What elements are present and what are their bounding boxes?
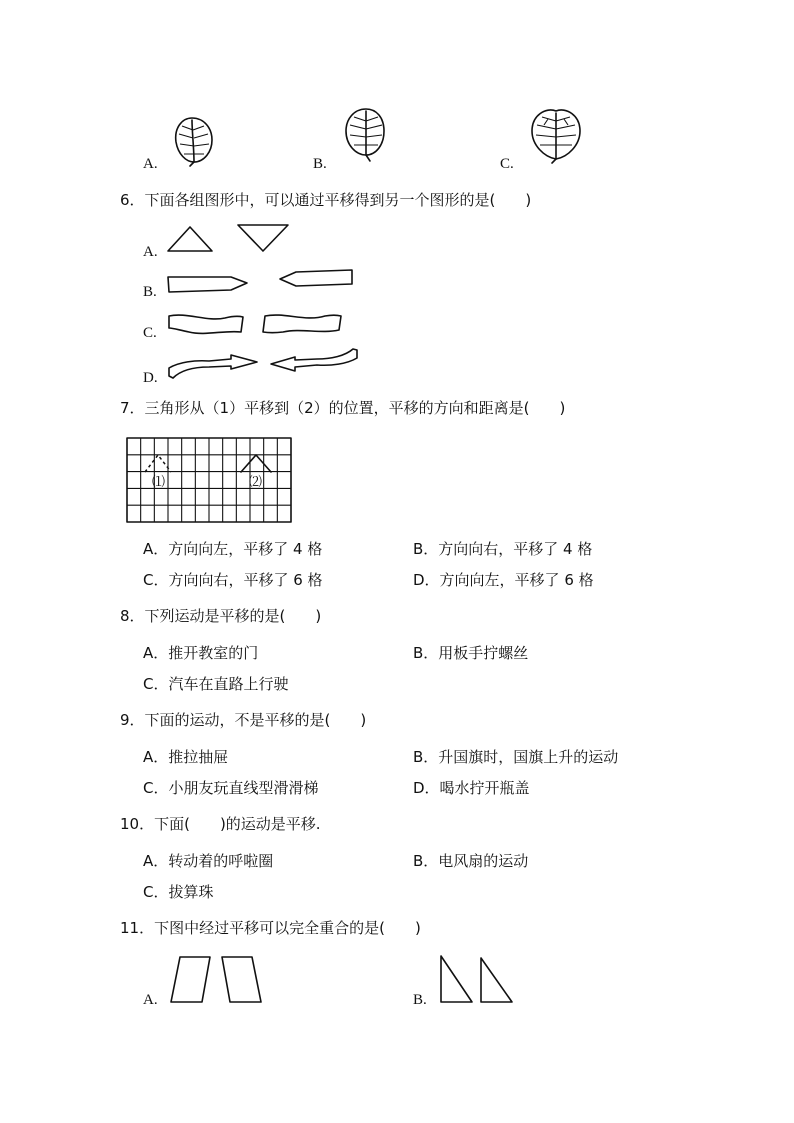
q6-option-d-figure xyxy=(165,346,365,382)
leaf-a-icon xyxy=(170,112,220,168)
q7-option-a: A．方向向左，平移了 4 格 xyxy=(143,540,323,558)
q6-option-a-label: A. xyxy=(143,244,158,260)
q6-option-c-figure xyxy=(165,310,345,338)
q11-option-b-label: B. xyxy=(413,992,427,1008)
q7-option-c: C．方向向右，平移了 6 格 xyxy=(143,571,323,589)
q6-option-b-label: B. xyxy=(143,284,157,300)
q7-option-d: D．方向向左，平移了 6 格 xyxy=(413,571,594,589)
q11-question: 11．下图中经过平移可以完全重合的是( ) xyxy=(120,919,421,937)
q10-option-a: A．转动着的呼啦圈 xyxy=(143,852,274,870)
q11-option-b-figure xyxy=(436,952,516,1006)
curved-arrow-left-shape xyxy=(271,349,357,371)
q6-option-b-figure xyxy=(165,266,360,296)
curved-arrow-right-shape xyxy=(169,355,257,378)
leaf-b-icon xyxy=(340,105,390,163)
q10-option-c: C．拔算珠 xyxy=(143,883,214,901)
arrow-left-shape xyxy=(280,270,352,286)
q7-question: 7．三角形从（1）平移到（2）的位置，平移的方向和距离是( ) xyxy=(120,399,566,417)
q6-option-a-figure xyxy=(165,222,295,254)
q6-option-d-label: D. xyxy=(143,370,158,386)
q9-question: 9．下面的运动，不是平移的是( ) xyxy=(120,711,367,729)
q11-option-a-label: A. xyxy=(143,992,158,1008)
triangle-down-shape xyxy=(238,225,288,251)
q7-grid-figure xyxy=(126,437,292,523)
q9-option-c: C．小朋友玩直线型滑滑梯 xyxy=(143,779,319,797)
q8-question: 8．下列运动是平移的是( ) xyxy=(120,607,322,625)
q5-option-c-label: C. xyxy=(500,156,514,172)
q9-option-a: A．推拉抽屉 xyxy=(143,748,229,766)
q8-option-c: C．汽车在直路上行驶 xyxy=(143,675,289,693)
arrow-right-shape xyxy=(168,277,247,292)
q10-option-b: B．电风扇的运动 xyxy=(413,852,529,870)
q9-option-b: B．升国旗时，国旗上升的运动 xyxy=(413,748,619,766)
grid-label-1: ⑴ xyxy=(152,474,166,489)
grid-label-2: ⑵ xyxy=(249,474,263,489)
right-triangle-b-shape xyxy=(481,958,512,1002)
q8-option-b: B．用板手拧螺丝 xyxy=(413,644,529,662)
right-triangle-a-shape xyxy=(441,956,472,1002)
triangle-1-dashed-shape xyxy=(145,455,171,472)
triangle-up-shape xyxy=(168,227,212,251)
q10-question: 10．下面( )的运动是平移. xyxy=(120,815,321,833)
q5-option-b-label: B. xyxy=(313,156,327,172)
parallelogram-left-lean-shape xyxy=(222,957,261,1002)
q7-option-b: B．方向向右，平移了 4 格 xyxy=(413,540,593,558)
leaf-c-icon xyxy=(528,105,584,165)
q6-option-c-label: C. xyxy=(143,325,157,341)
q11-option-a-figure xyxy=(166,954,266,1006)
wave-band-b-shape xyxy=(263,315,341,333)
q9-option-d: D．喝水拧开瓶盖 xyxy=(413,779,530,797)
q5-option-a-label: A. xyxy=(143,156,158,172)
q8-option-a: A．推开教室的门 xyxy=(143,644,259,662)
triangle-2-shape xyxy=(241,455,271,472)
parallelogram-right-lean-shape xyxy=(171,957,210,1002)
wave-band-a-shape xyxy=(169,315,243,333)
q6-question: 6．下面各组图形中，可以通过平移得到另一个图形的是( ) xyxy=(120,191,532,209)
